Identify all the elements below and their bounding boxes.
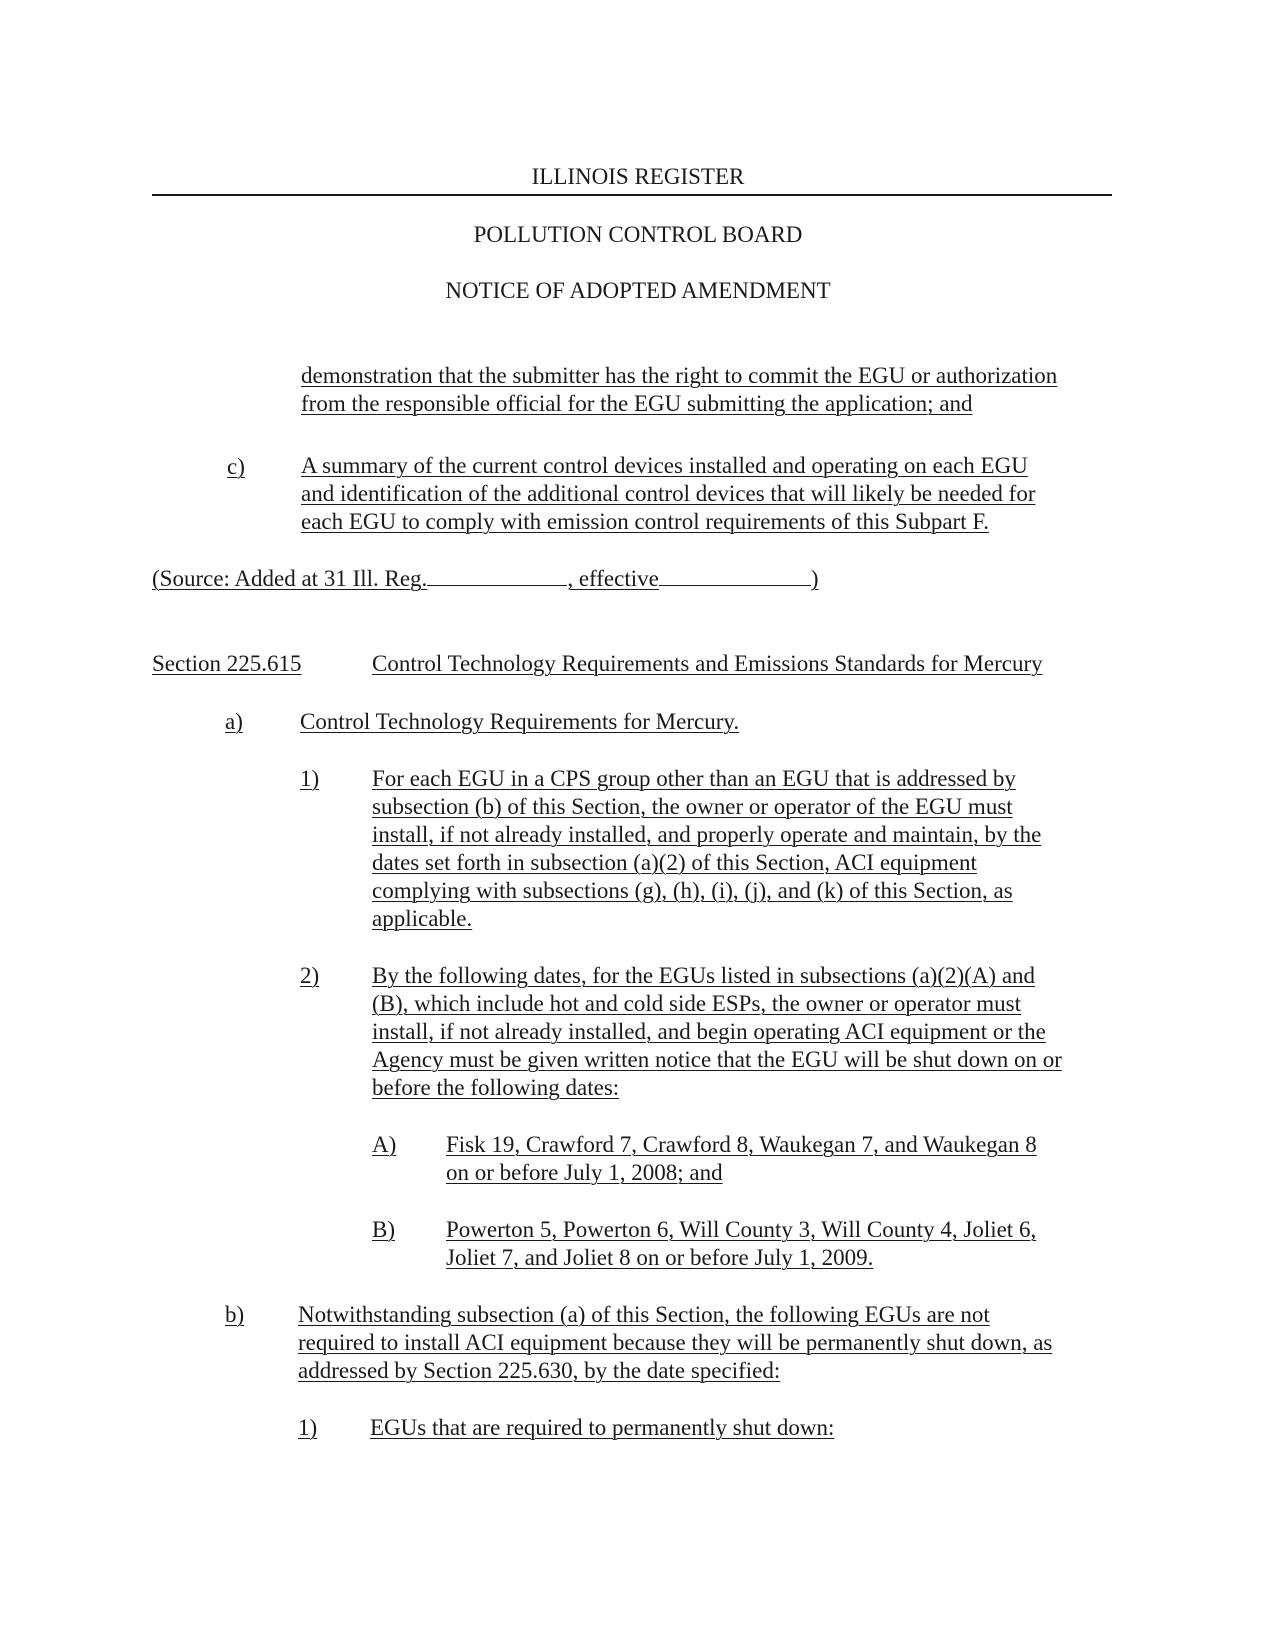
sub-a2-line-5: before the following dates: [372, 1075, 620, 1100]
sub-a2-line-1: By the following dates, for the EGUs listed in subsections (a)(2)(A) and [372, 963, 1036, 988]
sub-a1-line-3: install, if not already installed, and properly operate and maintain, by the [372, 822, 1042, 847]
continuation-line-2: from the responsible official for the EGU submitting the application; and [301, 391, 973, 416]
sub-b1-text: EGUs that are required to permanently shut down: [370, 1415, 835, 1440]
item-c-line-2: and identification of the additional control devices that will likely be needed for [301, 481, 1036, 506]
continuation-line-1: demonstration that the submitter has the right to commit the EGU or authorization [301, 363, 1058, 388]
sub-a1-line-1: For each EGU in a CPS group other than an EGU that is addressed by [372, 766, 1016, 791]
sub-b-line-3: addressed by Section 225.630, by the date specified: [298, 1358, 781, 1383]
sub-a1-line-2: subsection (b) of this Section, the owner or operator of the EGU must [372, 794, 1013, 819]
sub-a2-label: 2) [300, 963, 320, 988]
board-title: POLLUTION CONTROL BOARD [473, 222, 803, 247]
sub-a1-line-5: complying with subsections (g), (h), (i), (j), and (k) of this Section, as [372, 878, 1013, 903]
sub-a2A-label: A) [372, 1132, 397, 1157]
sub-a2B-line-2: Joliet 7, and Joliet 8 on or before July 1, 2009. [446, 1245, 874, 1270]
sub-a-label: a) [225, 709, 243, 734]
item-c-line-3: each EGU to comply with emission control requirements of this Subpart F. [301, 509, 990, 534]
sub-b-label: b) [225, 1302, 245, 1327]
header-rule [152, 194, 1112, 196]
register-title: ILLINOIS REGISTER [531, 164, 745, 189]
source-note: (Source: Added at 31 Ill. Reg. , effective ) [152, 566, 819, 591]
sub-a2A-line-2: on or before July 1, 2008; and [446, 1160, 723, 1185]
sub-a-text: Control Technology Requirements for Mercury. [300, 709, 740, 734]
sub-a2A-line-1: Fisk 19, Crawford 7, Crawford 8, Waukegan 7, and Waukegan 8 [446, 1132, 1037, 1157]
sub-a2B-label: B) [372, 1217, 395, 1242]
sub-b1-label: 1) [298, 1415, 318, 1440]
notice-title: NOTICE OF ADOPTED AMENDMENT [445, 278, 831, 303]
item-c-label: c) [227, 454, 245, 479]
sub-b-line-2: required to install ACI equipment because they will be permanently shut down, as [298, 1330, 1053, 1355]
sub-a2B-line-1: Powerton 5, Powerton 6, Will County 3, Will County 4, Joliet 6, [446, 1217, 1037, 1242]
section-number: Section 225.615 [152, 651, 302, 676]
sub-a1-line-6: applicable. [372, 906, 473, 931]
sub-a2-line-4: Agency must be given written notice that the EGU will be shut down on or [372, 1047, 1062, 1072]
sub-a2-line-3: install, if not already installed, and begin operating ACI equipment or the [372, 1019, 1046, 1044]
sub-a1-label: 1) [300, 766, 320, 791]
sub-a1-line-4: dates set forth in subsection (a)(2) of this Section, ACI equipment [372, 850, 977, 875]
section-title: Control Technology Requirements and Emissions Standards for Mercury [372, 651, 1043, 676]
sub-a2-line-2: (B), which include hot and cold side ESPs, the owner or operator must [372, 991, 1021, 1016]
item-c-line-1: A summary of the current control devices installed and operating on each EGU [301, 453, 1028, 478]
sub-b-line-1: Notwithstanding subsection (a) of this Section, the following EGUs are not [298, 1302, 990, 1327]
